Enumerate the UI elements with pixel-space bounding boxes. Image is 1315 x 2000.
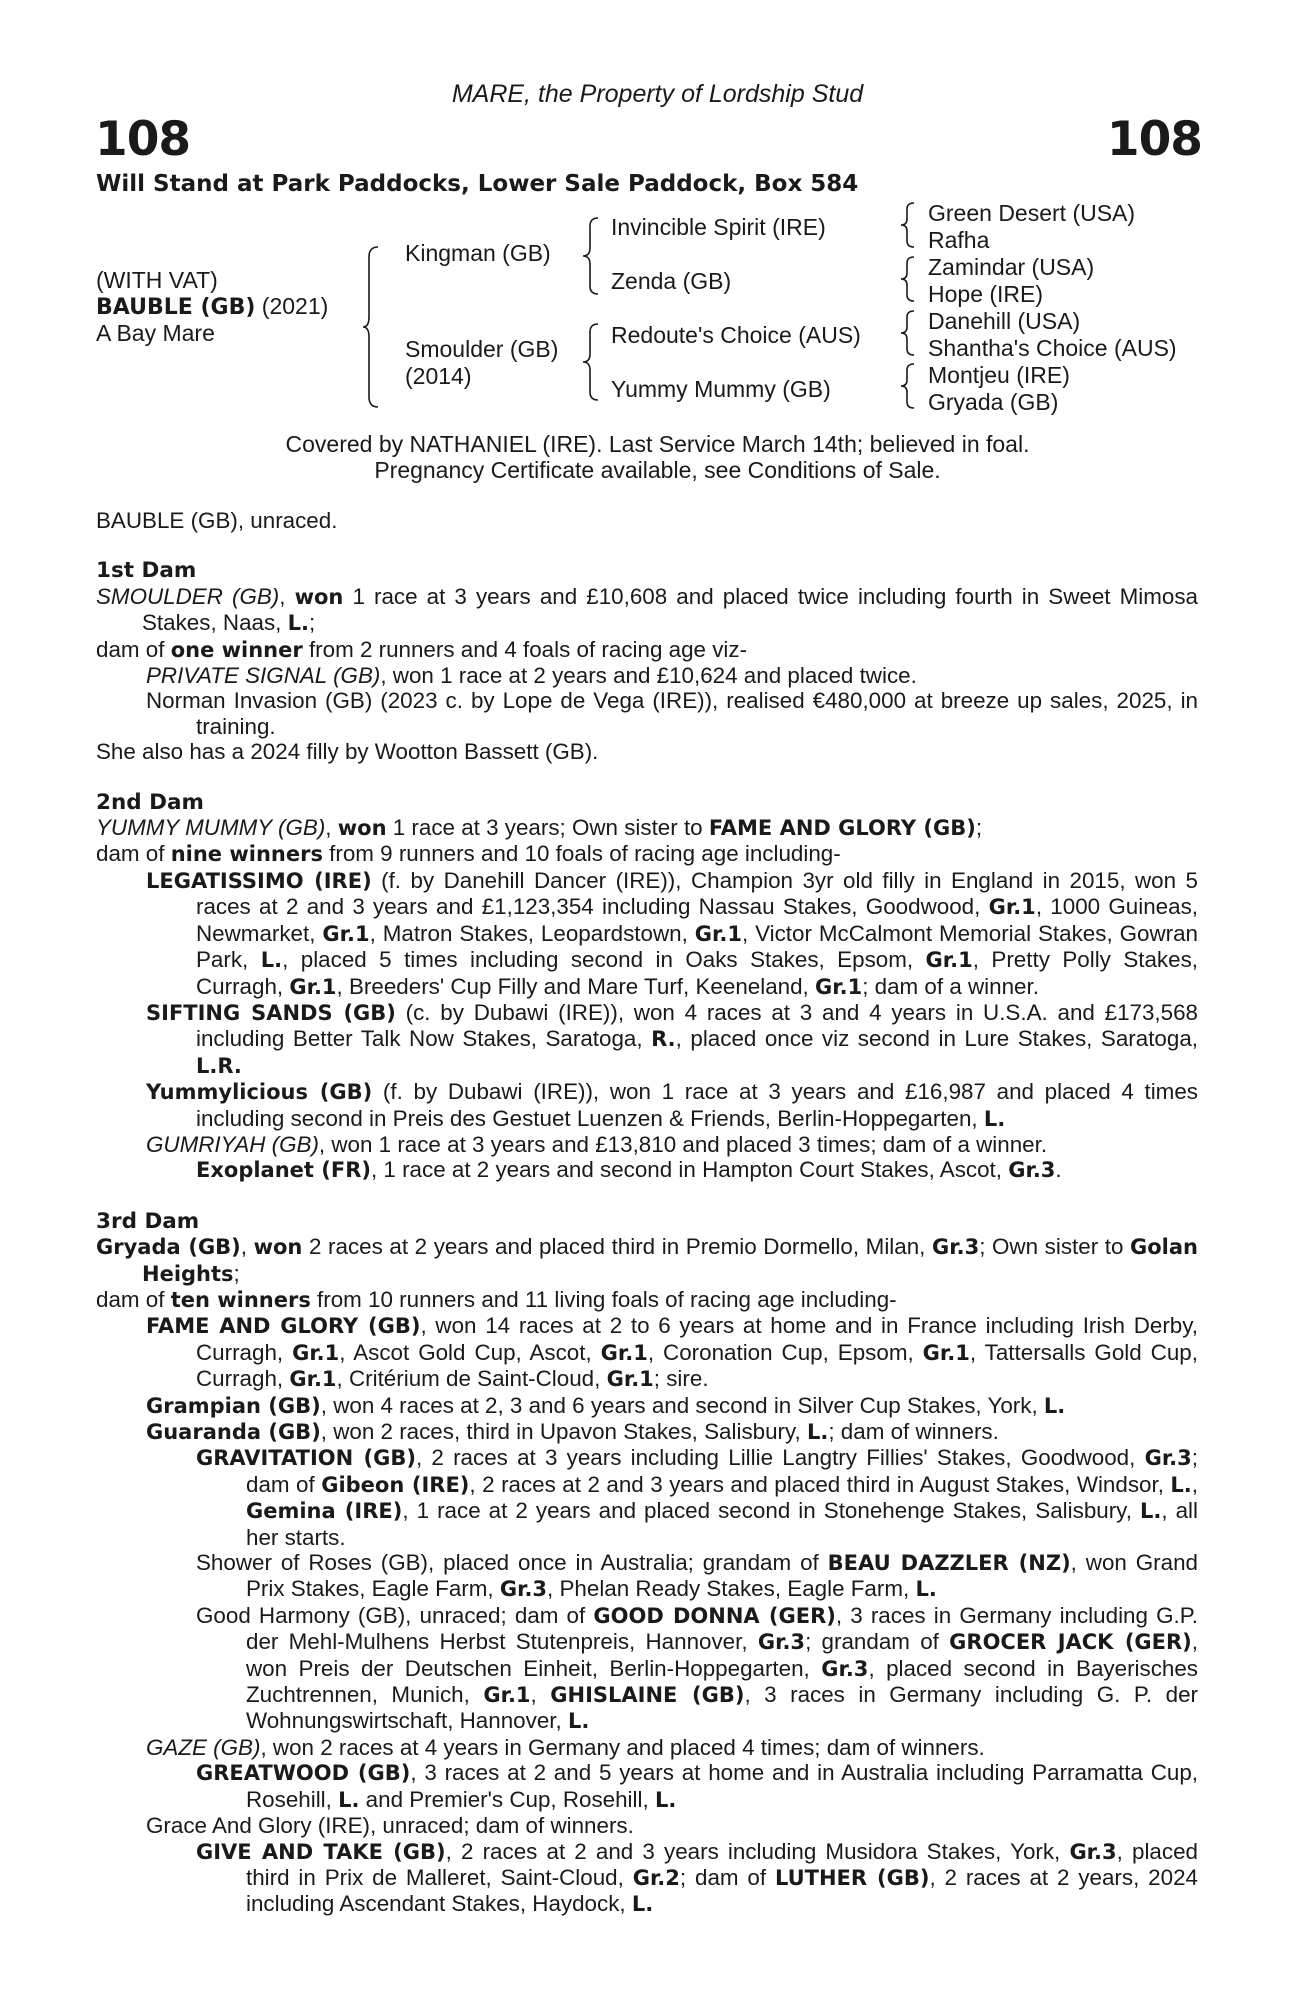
produce-item: GUMRIYAH (GB), won 1 race at 3 years and £13,810 and placed 3 times; dam of a winner. (146, 1131, 1048, 1157)
produce-record (96, 508, 1198, 1918)
ggp-1: Green Desert (USA) (928, 200, 1136, 226)
horse-year: (2021) (261, 293, 329, 319)
ggp-6: Shantha's Choice (AUS) (928, 335, 1177, 361)
produce-item: Norman Invasion (GB) (2023 c. by Lope de Vega (IRE)), realised €480,000 at breeze up sales, 2025, in training. (146, 688, 1198, 739)
covering-line-2: Pregnancy Certificate available, see Conditions of Sale. (374, 457, 941, 483)
dam-sire: Redoute's Choice (AUS) (611, 322, 861, 348)
ggp-7: Montjeu (IRE) (928, 362, 1070, 388)
dam-year: (2014) (405, 363, 472, 389)
pedigree-brace (582, 322, 602, 402)
ggp-3: Zamindar (USA) (928, 254, 1095, 280)
owner-line: MARE, the Property of Lordship Stud (451, 80, 864, 108)
produce-item: Grampian (GB), won 4 races at 2, 3 and 6 years and second in Silver Cup Stakes, York, L. (146, 1392, 1066, 1418)
vat-note: (WITH VAT) (96, 267, 218, 293)
stand-location: Will Stand at Park Paddocks, Lower Sale Paddock, Box 584 (96, 171, 859, 197)
produce-item: LEGATISSIMO (IRE) (f. by Danehill Dancer (IRE)), Champion 3yr old filly in England in 2015, won 5 races at 2 and 3 years and £1,123,354 including Nassau Stakes, Goodwood, Gr.1, 1000 Guineas, Newmarket, Gr.1, Matron Stakes, Leopardstown, Gr.1, Victor McCalmont Memorial Stakes, Gowran Park, L., placed 5 times including second in Oaks Stakes, Epsom, Gr.1, Pretty Polly Stakes, Curragh, Gr.1, Breeders' Cup Filly and Mare Turf, Keeneland, Gr.1; dam of a winner. (146, 867, 1199, 999)
ggp-8: Gryada (GB) (928, 389, 1059, 415)
produce-item: GRAVITATION (GB), 2 races at 3 years including Lillie Langtry Fillies' Stakes, Goodwood, Gr.3; dam of Gibeon (IRE), 2 races at 2 and 3 years and placed third in August Stakes, Windsor, L., Gemina (IRE), 1 race at 2 years and placed second in Stonehenge Stakes, Salisbury, L., all her starts. (196, 1445, 1199, 1550)
produce-item: Grace And Glory (IRE), unraced; dam of winners. (146, 1813, 634, 1839)
third-dam-heading: 3rd Dam (96, 1208, 200, 1234)
covering-note (0, 431, 1315, 483)
produce-item: SIFTING SANDS (GB) (c. by Dubawi (IRE)), won 4 races at 3 and 4 years in U.S.A. and £173,568 including Better Talk Now Stakes, Saratoga, R., placed once viz second in Lure Stakes, Saratoga, L.R. (146, 999, 1198, 1078)
horse-description: A Bay Mare (96, 320, 215, 346)
second-dam-entry: YUMMY MUMMY (GB), won 1 race at 3 years; Own sister to FAME AND GLORY (GB); (96, 815, 983, 841)
lot-number-right: 108 (1106, 112, 1202, 167)
covering-line-1: Covered by NATHANIEL (IRE). Last Service March 14th; believed in foal. (285, 431, 1030, 457)
first-dam-heading: 1st Dam (96, 558, 197, 584)
pedigree-brace (582, 216, 602, 296)
ggp-4: Hope (IRE) (928, 281, 1044, 307)
sire: Kingman (GB) (405, 240, 551, 266)
produce-item: Exoplanet (FR), 1 race at 2 years and second in Hampton Court Stakes, Ascot, Gr.3. (196, 1157, 1062, 1183)
produce-item: Good Harmony (GB), unraced; dam of GOOD DONNA (GER), 3 races in Germany including G.P. der Mehl-Mulhens Herbst Stutenpreis, Hannover, Gr.3; grandam of GROCER JACK (GER), won Preis der Deutschen Einheit, Berlin-Hoppegarten, Gr.3, placed second in Bayerisches Zuchtrennen, Munich, Gr.1, GHISLAINE (GB), 3 races in Germany including G. P. der Wohnungswirtschaft, Hannover, L. (196, 1602, 1199, 1734)
pedigree-brace (362, 245, 382, 409)
pedigree-brace (900, 201, 918, 249)
pedigree-brace (900, 255, 918, 303)
produce-item: Yummylicious (GB) (f. by Dubawi (IRE)), won 1 race at 3 years and £16,987 and placed 4 times including second in Preis des Gestuet Luenzen & Friends, Berlin-Hoppegarten, L. (146, 1079, 1198, 1131)
third-dam-summary: dam of ten winners from 10 runners and 11 living foals of racing age including- (96, 1286, 897, 1312)
first-dam-summary: dam of one winner from 2 runners and 4 foals of racing age viz- (96, 636, 748, 662)
produce-item: GREATWOOD (GB), 3 races at 2 and 5 years at home and in Australia including Parramatta Cup, Rosehill, L. and Premier's Cup, Rosehill, L. (196, 1760, 1199, 1812)
produce-item: Shower of Roses (GB), placed once in Australia; grandam of BEAU DAZZLER (NZ), won Grand Prix Stakes, Eagle Farm, Gr.3, Phelan Ready Stakes, Eagle Farm, L. (196, 1550, 1198, 1602)
horse-name: BAUBLE (GB) (96, 295, 256, 320)
horse-name-line (96, 293, 328, 320)
produce-note: She also has a 2024 filly by Wootton Bassett (GB). (96, 739, 599, 765)
intro-line: BAUBLE (GB), unraced. (96, 508, 338, 533)
dam: Smoulder (GB) (405, 336, 559, 362)
first-dam-entry: SMOULDER (GB), won 1 race at 3 years and £10,608 and placed twice including fourth in Sweet Mimosa Stakes, Naas, L.; (96, 583, 1198, 636)
produce-item: GIVE AND TAKE (GB), 2 races at 2 and 3 years including Musidora Stakes, York, Gr.3, placed third in Prix de Malleret, Saint-Cloud, Gr.2; dam of LUTHER (GB), 2 races at 2 years, 2024 including Ascendant Stakes, Haydock, L. (196, 1838, 1198, 1917)
dam-dam: Yummy Mummy (GB) (611, 376, 831, 402)
produce-item: Guaranda (GB), won 2 races, third in Upavon Stakes, Salisbury, L.; dam of winners. (146, 1419, 999, 1444)
pedigree-brace (900, 309, 918, 357)
sire-sire: Invincible Spirit (IRE) (611, 214, 826, 240)
produce-item: FAME AND GLORY (GB), won 14 races at 2 to 6 years at home and in France including Irish Derby, Curragh, Gr.1, Ascot Gold Cup, Ascot, Gr.1, Coronation Cup, Epsom, Gr.1, Tattersalls Gold Cup, Curragh, Gr.1, Critérium de Saint-Cloud, Gr.1; sire. (146, 1313, 1198, 1392)
third-dam-entry: Gryada (GB), won 2 races at 2 years and placed third in Premio Dormello, Milan, Gr.3; Own sister to Golan Heights; (96, 1234, 1198, 1286)
second-dam-heading: 2nd Dam (96, 789, 204, 815)
lot-number-left: 108 (95, 112, 191, 167)
second-dam-summary: dam of nine winners from 9 runners and 10 foals of racing age including- (96, 841, 841, 867)
ggp-5: Danehill (USA) (928, 308, 1081, 334)
produce-item: GAZE (GB), won 2 races at 4 years in Germany and placed 4 times; dam of winners. (146, 1734, 985, 1760)
sire-dam: Zenda (GB) (611, 268, 732, 294)
ggp-2: Rafha (928, 227, 990, 253)
pedigree-brace (900, 362, 918, 410)
produce-item: PRIVATE SIGNAL (GB), won 1 race at 2 years and £10,624 and placed twice. (146, 663, 917, 689)
